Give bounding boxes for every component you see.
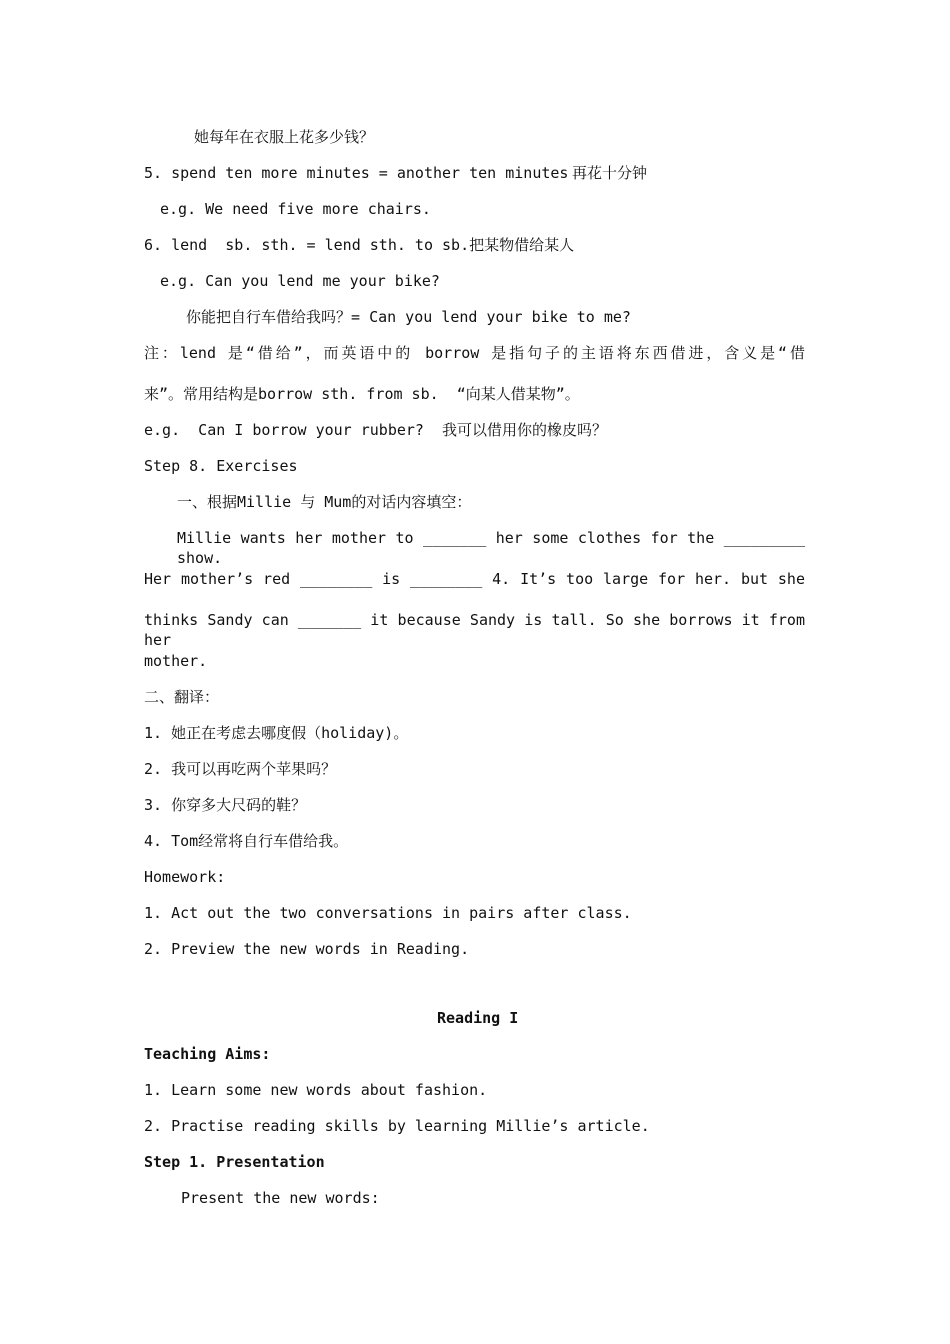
example-translation-line: 她每年在衣服上花多少钱？ <box>194 128 375 146</box>
phrase-5-meaning: 再花十分钟 <box>572 164 648 182</box>
fill-blank-line: thinks Sandy can _______ it because Sandy is tall. So she borrows it from her <box>144 611 805 649</box>
homework-heading: Homework: <box>144 868 226 886</box>
example-line: e.g. We need five more chairs. <box>160 200 431 218</box>
translation-item: 1. 她正在考虑去哪度假（holiday)。 <box>144 724 409 742</box>
aim-item: 2. Practise reading skills by learning Millie’s article. <box>144 1117 650 1135</box>
phrase-5-line: 5. spend ten more minutes = another ten minutes <box>144 164 569 182</box>
aim-item: 1. Learn some new words about fashion. <box>144 1081 488 1099</box>
homework-item: 2. Preview the new words in Reading. <box>144 940 470 958</box>
teaching-aims-heading: Teaching Aims: <box>144 1045 271 1063</box>
example-translation-line: 你能把自行车借给我吗？= Can you lend your bike to me? <box>186 308 631 326</box>
fill-blank-line: Millie wants her mother to _______ her some clothes for the _________ show. <box>177 529 805 567</box>
step-8-heading: Step 8. Exercises <box>144 457 298 475</box>
note-line: 注：lend 是“借给”，而英语中的 borrow 是指句子的主语将东西借进，含义是“借 <box>144 344 805 362</box>
homework-item: 1. Act out the two conversations in pairs after class. <box>144 904 632 922</box>
note-line-continued: 来”。常用结构是borrow sth. from sb. “向某人借某物”。 <box>144 385 580 403</box>
step-1-heading: Step 1. Presentation <box>144 1153 325 1171</box>
translation-item: 3. 你穿多大尺码的鞋？ <box>144 796 307 814</box>
translation-item: 2. 我可以再吃两个苹果吗？ <box>144 760 337 778</box>
translation-item: 4. Tom经常将自行车借给我。 <box>144 832 349 850</box>
section-title: Reading I <box>437 1009 519 1027</box>
example-line: e.g. Can you lend me your bike? <box>160 272 440 290</box>
exercise-1-heading: 一、根据Millie 与 Mum的对话内容填空： <box>177 493 472 511</box>
exercise-2-heading: 二、翻译： <box>144 688 220 706</box>
step-1-instruction: Present the new words: <box>181 1189 380 1207</box>
fill-blank-line: Her mother’s red ________ is ________ 4. It’s too large for her. but she <box>144 570 805 588</box>
example-line: e.g. Can I borrow your rubber? 我可以借用你的橡皮吗？ <box>144 421 608 439</box>
fill-blank-line: mother. <box>144 652 208 670</box>
phrase-6-line: 6. lend sb. sth. = lend sth. to sb.把某物借给某人 <box>144 236 575 254</box>
